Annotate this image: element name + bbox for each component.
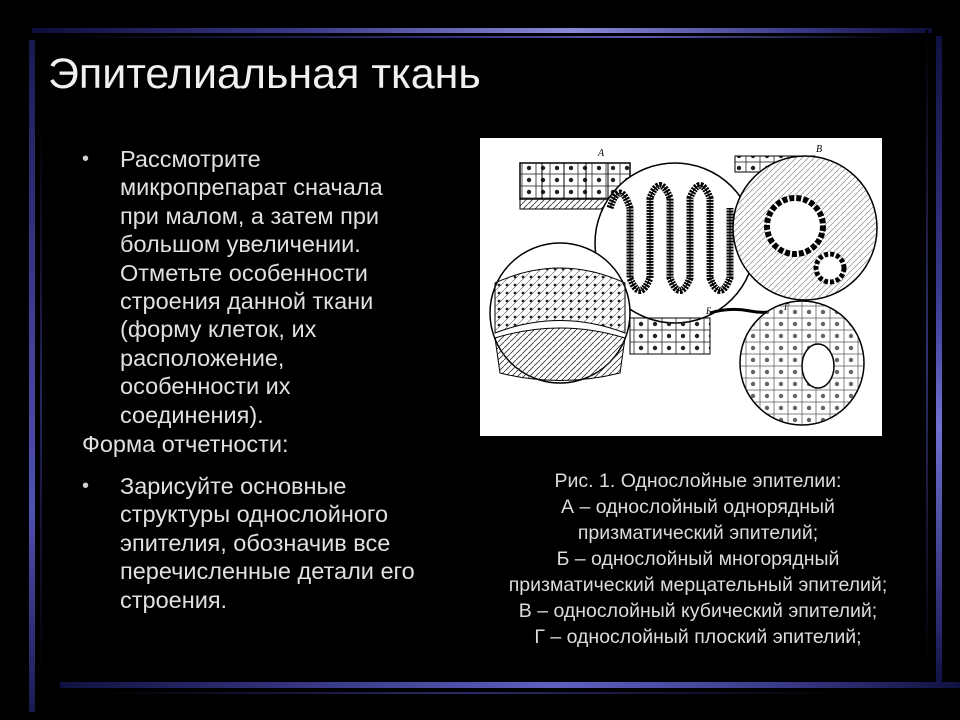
bottom-frame-line [60,682,960,688]
bullet-line: эпителия, обозначив все [120,529,391,556]
top-frame-line-thin [64,36,894,38]
epithelium-figure [480,138,882,436]
label-b: Б [706,306,712,316]
bullet-line: структуры однослойного [120,501,389,528]
bullet-line: (форму клеток, их [120,316,317,343]
caption-line: В – однослойный кубический эпителий; [518,600,878,622]
bullet-line: особенности их [120,373,291,400]
bottom-frame-line-thin [90,692,850,694]
slide-title: Эпителиальная ткань [48,50,481,98]
bullet-line: расположение, [120,344,285,371]
epithelium-drawing [480,138,882,436]
figure-caption [452,468,944,650]
bullet-text [120,145,440,429]
bullet-line: микропрепарат сначала [120,174,383,201]
panel-v [733,144,877,300]
label-a: А [598,148,605,159]
left-frame-line-thin [40,120,42,680]
top-frame-line [32,28,932,33]
bullet-line: Отметьте особенности [120,259,368,286]
label-v: В [816,144,823,155]
caption-line: призматический эпителий; [577,522,819,544]
bullet-text [120,472,460,614]
bullet-line: большом увеличении. [120,231,361,258]
caption-line: Рис. 1. Однослойные эпителии: [554,470,842,492]
caption-line: Г – однослойный плоский эпителий; [534,626,862,648]
caption-line: призматический мерцательный эпителий; [508,574,888,596]
bullet-icon: • [82,148,90,170]
label-g: Г [784,302,790,312]
bullet-line: строения данной ткани [120,288,374,315]
bullet-line: строения. [120,586,228,613]
left-frame-line [29,40,35,712]
bullet-line: соединения). [120,401,264,428]
bullet-line: перечисленные детали его [120,558,415,585]
caption-line: Б – однослойный многорядный [556,548,840,570]
bullet-line: при малом, а затем при [120,202,380,229]
panel-g [630,301,864,425]
report-heading: Форма отчетности: [82,431,289,457]
caption-line: А – однослойный однорядный [561,496,835,518]
bullet-line: Рассмотрите [120,146,261,172]
bullet-icon: • [82,475,90,497]
bullet-line: Зарисуйте основные [120,473,347,499]
